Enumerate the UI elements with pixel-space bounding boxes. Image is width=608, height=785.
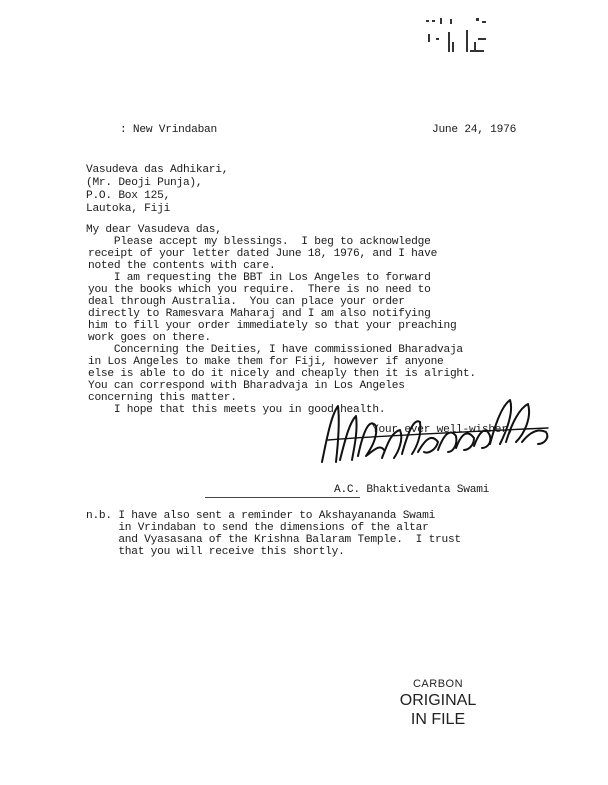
body-line: him to fill your order immediately so that your preaching [88,320,457,332]
recipient-line: Lautoka, Fiji [86,203,171,215]
body-line: You can correspond with Bharadvaja in Los Angeles [88,380,405,392]
body-line: you the books which you require. There is no need to [88,284,431,296]
body-line: else is able to do it nicely and cheaply then it is alright. [88,368,476,380]
stamp-in-file: IN FILE [410,711,466,728]
recipient-line: Vasudeva das Adhikari, [86,164,229,176]
stamp-original: ORIGINAL [399,692,477,709]
postscript-line: that you will receive this shortly. [86,546,345,558]
body-line: receipt of your letter dated June 18, 1976, and I have [88,248,438,260]
body-line: work goes on there. [88,332,211,344]
closing: Your ever well-wisher, [372,424,515,436]
body-line: concerning this matter. [88,392,237,404]
letter-place: : New Vrindaban [120,124,217,136]
body-line: Please accept my blessings. I beg to acknowledge [88,236,431,248]
signer-name: A.C. Bhaktivedanta Swami [334,484,490,496]
body-line: deal through Australia. You can place your order [88,296,405,308]
body-line: I hope that this meets you in good health. [88,404,386,416]
body-line: directly to Ramesvara Maharaj and I am also notifying [88,308,431,320]
letter-date: June 24, 1976 [432,124,517,136]
recipient-line: P.O. Box 125, [86,190,171,202]
body-line: noted the contents with care. [88,260,276,272]
postscript-line: in Vrindaban to send the dimensions of the altar [86,522,429,534]
handwritten-signature [318,392,558,474]
salutation: My dear Vasudeva das, [86,224,222,236]
body-line: I am requesting the BBT in Los Angeles to forward [88,272,431,284]
signature-rule [205,497,360,498]
stamp-carbon: CARBON [412,678,464,690]
body-line: Concerning the Deities, I have commissioned Bharadvaja [88,344,463,356]
recipient-line: (Mr. Deoji Punja), [86,177,203,189]
postscript-line: and Vyasasana of the Krishna Balaram Temple. I trust [86,534,461,546]
postscript-line: n.b. I have also sent a reminder to Akshayananda Swami [86,510,436,522]
file-stamp-mark [418,12,508,64]
body-line: in Los Angeles to make them for Fiji, however if anyone [88,356,444,368]
